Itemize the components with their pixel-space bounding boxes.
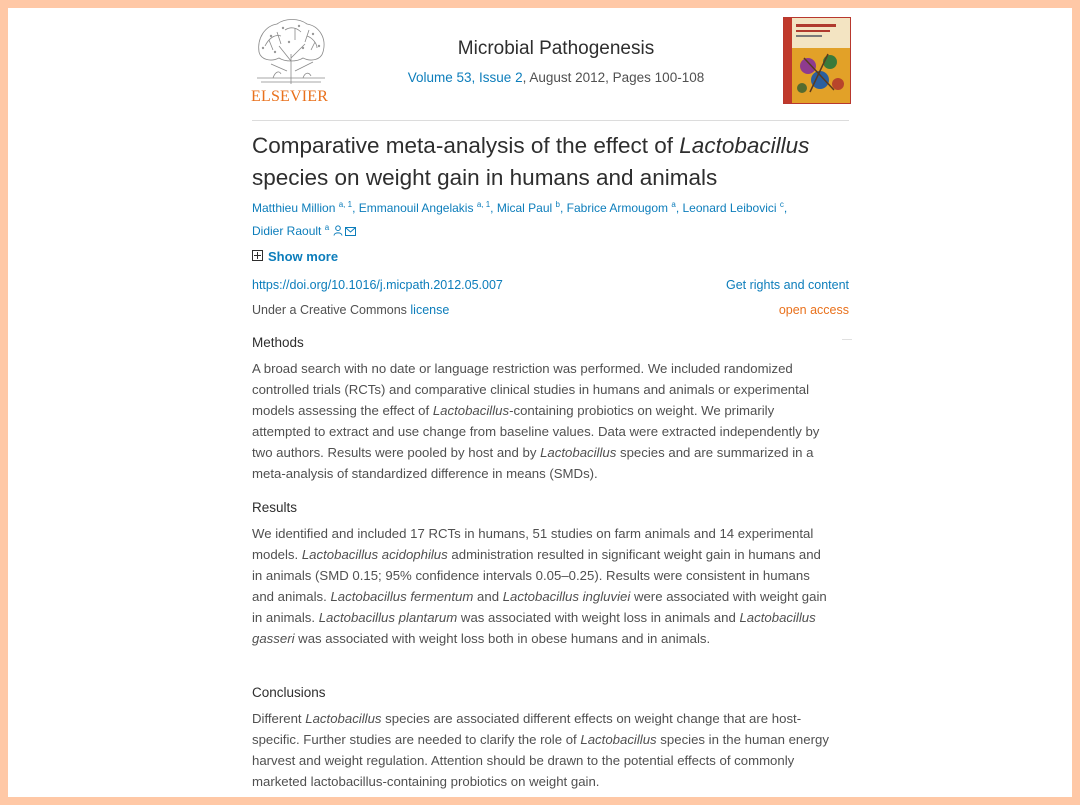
cover-art-icon [784,18,850,103]
person-icon[interactable] [333,221,343,244]
title-text-1: Comparative meta-analysis of the effect of [252,133,680,158]
author-list: Matthieu Million $^{a, 1}$, Emmanouil Angelakis $^{a, 1}$, Mical Paul $^b$, Fabrice Armougom $^a$, Leonard Leibovici $^c$, Didier Raoult $^a$ [252,197,852,244]
author-link[interactable]: Emmanouil Angelakis $^{a, 1}$ [358,200,491,215]
author-link[interactable]: Mical Paul $^b$ [496,200,560,215]
license-prefix: Under a Creative Commons [252,303,411,317]
publisher-name: ELSEVIER [251,88,329,105]
license-line [252,303,449,317]
author-link[interactable]: Matthieu Million $^{a, 1}$ [252,200,353,215]
doi-link[interactable]: https://doi.org/10.1016/j.micpath.2012.05.007 [252,278,503,292]
journal-name[interactable]: Microbial Pathogenesis [457,38,655,59]
envelope-icon[interactable] [345,221,356,244]
rights-content-link[interactable]: Get rights and content [726,278,849,292]
conclusions-heading: Conclusions [252,685,326,700]
journal-title[interactable] [338,38,774,60]
results-text: We identified and included 17 RCTs in humans, 51 studies on farm animals and 14 experimental models. Lactobacillus acidophilus administration resulted in significant weight gain in humans and in animals (SMD 0.15; 95% confidence intervals 0.05–0.25). Results were consistent in humans and animals. Lactobacillus fermentum and Lactobacillus ingluviei were associated with weight gain in animals. Lactobacillus plantarum was associated with weight loss in animals and Lactobacillus gasseri was associated with weight loss both in obese humans and in animals. [252,526,827,646]
issue-date-pages: , August 2012, Pages 100-108 [522,70,705,85]
title-italic-genus: Lactobacillus [679,133,810,158]
tree-icon [251,16,331,86]
methods-heading: Methods [252,335,304,350]
expand-plus-icon [252,250,263,261]
journal-issue-info [338,70,774,85]
show-more-button[interactable] [252,249,338,264]
header-divider [252,120,849,121]
methods-text: A broad search with no date or language restriction was performed. We included randomized controlled trials (RCTs) and comparative clinical studies in humans and animals or experimental models assessing the effect of Lactobacillus-containing probiotics on weight. We primarily attempted to extract and use change from baseline values. Data were extracted independently by two authors. Results were pooled by host and by Lactobacillus species and are summarized in a meta-analysis of standardized difference in means (SMDs). [252,361,820,481]
page-frame [8,8,1072,797]
conclusions-text: Different Lactobacillus species are associated different effects on weight change that are host-specific. Further studies are needed to clarify the role of Lactobacillus species in the human energy harvest and weight regulation. Attention should be drawn to the potential effects of commonly marketed lactobacillus-containing probiotics on weight gain. [252,711,829,789]
article-title [252,130,852,194]
journal-cover-thumbnail[interactable] [783,17,851,104]
volume-issue-link[interactable]: Volume 53, Issue 2 [407,70,523,85]
article-page [8,8,1072,797]
divider [842,339,852,340]
author-link[interactable]: Fabrice Armougom $^a$ [566,200,676,215]
elsevier-tree-logo[interactable] [251,16,331,106]
open-access-badge: open access [778,303,849,317]
author-link[interactable]: Leonard Leibovici $^c$ [682,200,784,215]
author-link[interactable]: Didier Raoult $^a$ [252,223,330,238]
title-text-2: species on weight gain in humans and animals [252,165,718,190]
show-more-label: Show more [268,249,339,264]
license-link[interactable]: license [410,303,450,317]
results-heading: Results [252,500,298,515]
